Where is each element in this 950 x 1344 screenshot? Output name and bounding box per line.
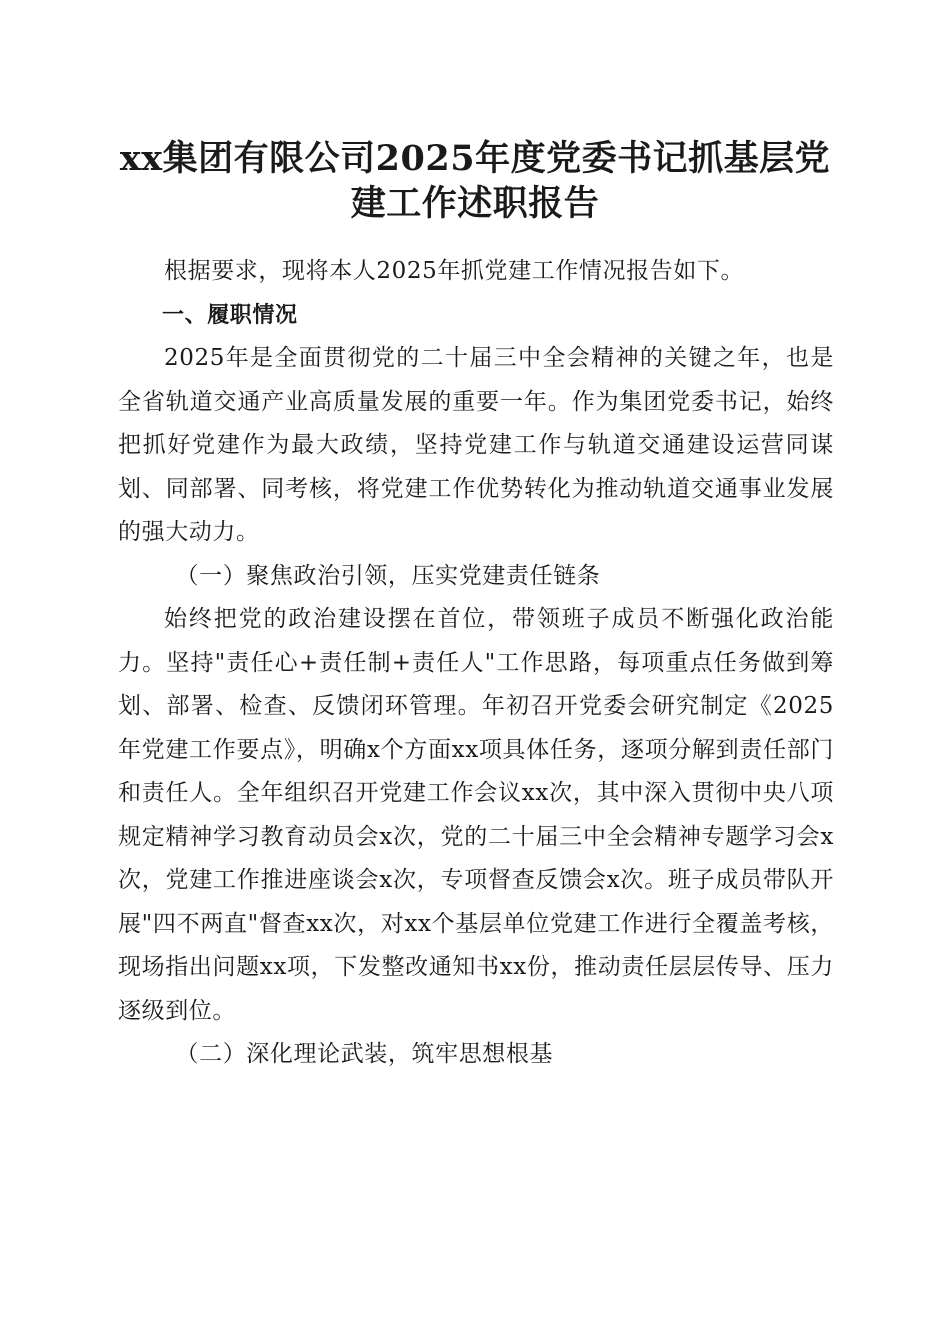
title-line-1: xx集团有限公司2025年度党委书记抓基层党 xyxy=(119,138,831,179)
document-title xyxy=(100,136,850,226)
document-body xyxy=(118,250,834,1077)
subsection-1-paragraph: 始终把党的政治建设摆在首位，带领班子成员不断强化政治能力。坚持"责任心+责任制+责任人"工作思路，每项重点任务做到筹划、部署、检查、反馈闭环管理。年初召开党委会研究制定《2025年党建工作要点》，明确x个方面xx项具体任务，逐项分解到责任部门和责任人。全年组织召开党建工作会议xx次，其中深入贯彻中央八项规定精神学习教育动员会x次，党的二十届三中全会精神专题学习会x次，党建工作推进座谈会x次，专项督查反馈会x次。班子成员带队开展"四不两直"督查xx次，对xx个基层单位党建工作进行全覆盖考核，现场指出问题xx项，下发整改通知书xx份，推动责任层层传导、压力逐级到位。 xyxy=(118,606,834,1024)
section-heading-1: 一、履职情况 xyxy=(162,302,298,328)
subsection-heading-2: （二）深化理论武装，筑牢思想根基 xyxy=(175,1041,554,1067)
intro-paragraph: 根据要求，现将本人2025年抓党建工作情况报告如下。 xyxy=(164,258,745,284)
subsection-heading-1: （一）聚焦政治引领，压实党建责任链条 xyxy=(175,562,601,589)
title-line-2: 建工作述职报告 xyxy=(350,183,600,224)
section-1-paragraph: 2025年是全面贯彻党的二十届三中全会精神的关键之年，也是全省轨道交通产业高质量发展的重要一年。作为集团党委书记，始终把抓好党建作为最大政绩，坚持党建工作与轨道交通建设运营同谋划、同部署、同考核，将党建工作优势转化为推动轨道交通事业发展的强大动力。 xyxy=(118,345,834,545)
